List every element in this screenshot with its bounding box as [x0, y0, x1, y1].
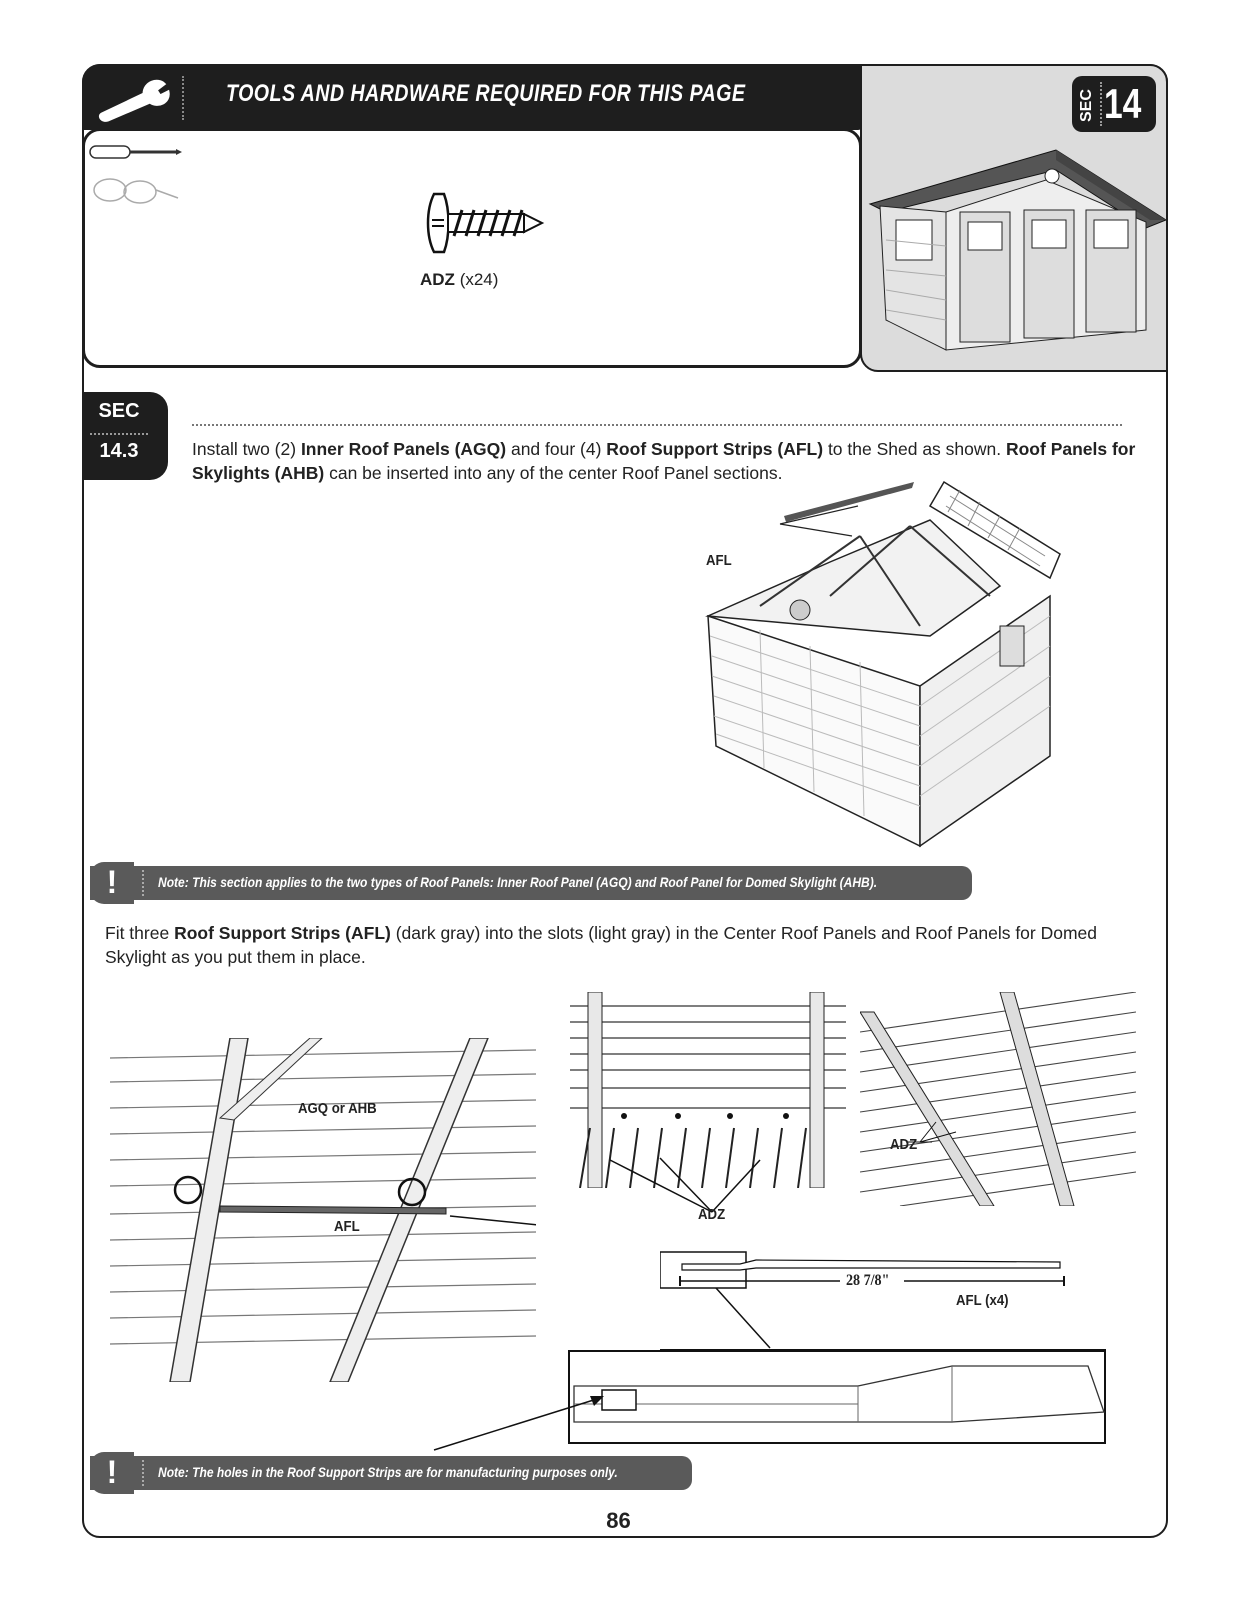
note-holes: ! Note: The holes in the Roof Support Strips are for manufacturing purposes only.: [90, 1456, 692, 1490]
label-agq-ahb: AGQ or AHB: [298, 1100, 377, 1117]
dimension-label: 28 7/8": [846, 1272, 890, 1289]
safety-glasses-icon: [88, 172, 183, 212]
hole-pointer-arrow: [430, 1390, 610, 1454]
wrench-icon: [82, 64, 192, 130]
screw-detail-right: [860, 992, 1136, 1206]
warning-icon: !: [90, 862, 134, 904]
label-afl-qty: AFL (x4): [956, 1292, 1009, 1309]
dotted-rule: [192, 424, 1122, 426]
note-divider: [142, 1460, 144, 1486]
step-instructions: Install two (2) Inner Roof Panels (AGQ) and four (4) Roof Support Strips (AFL) to the Shed as shown. Roof Panels for Skylights (AHB) can be inserted into any of the center Roof Panel sections.: [192, 439, 1136, 483]
shed-thumbnail-image: [866, 140, 1166, 360]
warning-icon: !: [90, 1452, 134, 1494]
callout-afl: AFL: [706, 552, 732, 569]
label-adz-right: ADZ: [890, 1136, 918, 1153]
label-afl-strip: AFL: [334, 1218, 360, 1235]
note-divider: [142, 870, 144, 896]
fit-instructions: Fit three Roof Support Strips (AFL) (dark gray) into the slots (light gray) in the Center Roof Panels and Roof Panels for Domed Skylight as you put them in place.: [105, 923, 1098, 967]
afl-strip-enlarged: [568, 1350, 1106, 1444]
screw-adz-icon: [424, 190, 548, 256]
subsection-divider: [90, 433, 148, 435]
note-roof-panels: ! Note: This section applies to the two types of Roof Panels: Inner Roof Panel (AGQ) and Roof Panel for Domed Skylight (AHB).: [90, 866, 972, 900]
shed-roof-illustration: [700, 476, 1100, 856]
panel-slot-detail: [110, 1038, 536, 1382]
header-divider: [182, 76, 184, 120]
label-adz-center: ADZ: [698, 1206, 726, 1223]
page-number: 86: [606, 1508, 631, 1533]
tools-title: TOOLS AND HARDWARE REQUIRED FOR THIS PAGE: [226, 80, 746, 107]
subsection-tab: SEC 14.3: [82, 392, 168, 480]
section-badge: SEC 14: [1072, 76, 1156, 132]
adz-leader-lines: [600, 1150, 770, 1216]
hardware-label: ADZ (x24): [420, 270, 499, 289]
badge-divider: [1100, 82, 1102, 126]
